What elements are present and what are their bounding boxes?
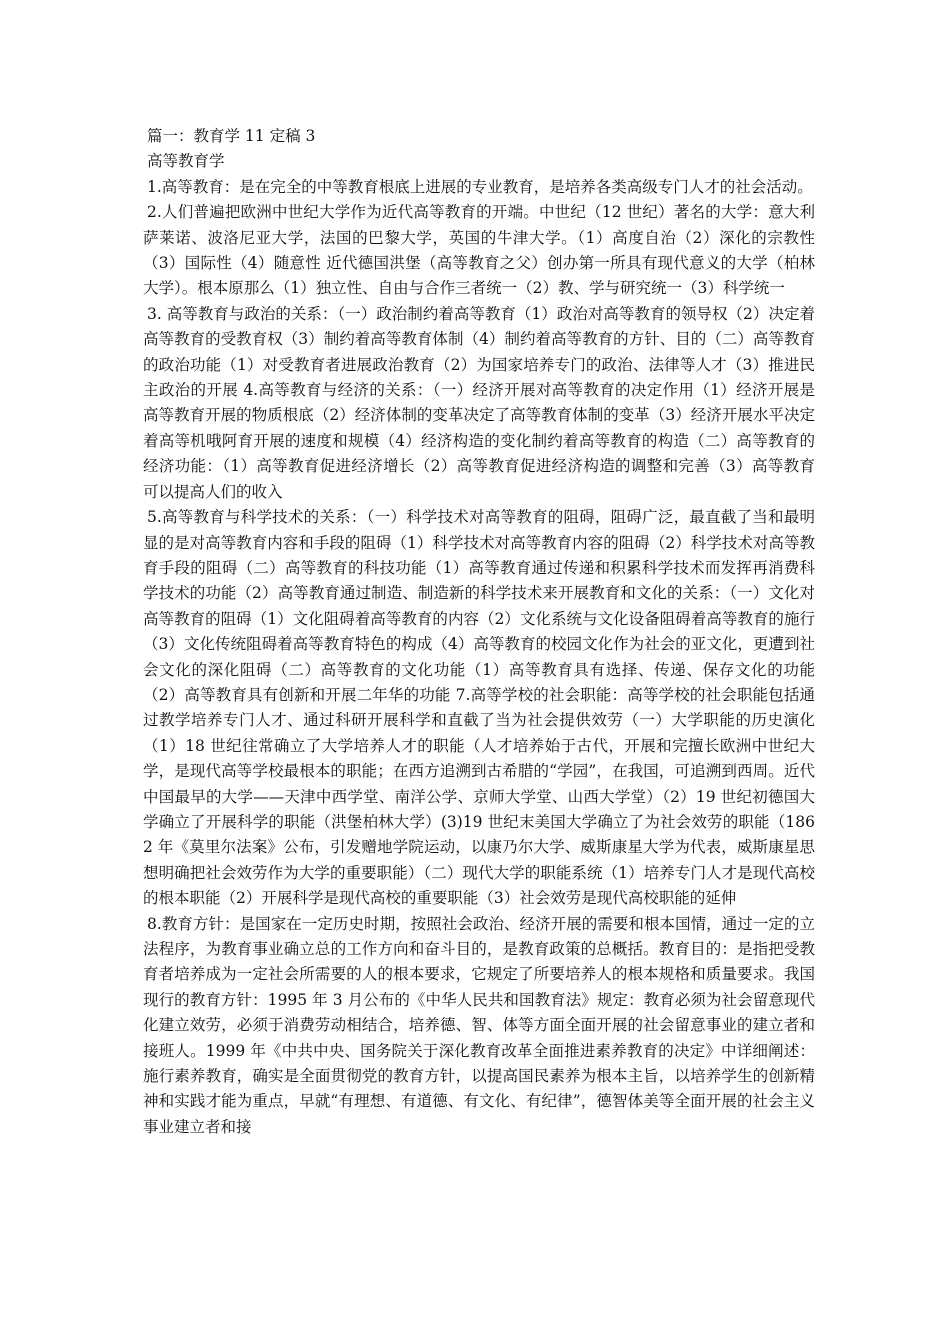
paragraph-2: 2.人们普遍把欧洲中世纪大学作为近代高等教育的开端。中世纪（12 世纪）著名的大学：意大利萨莱诺、波洛尼亚大学，法国的巴黎大学，英国的牛津大学。（1）高度自治（2）深化的宗教性（3）国际性（4）随意性 近代德国洪堡（高等教育之父）创办第一所具有现代意义的大学（柏林大学）。根本原那么（1）独立性、自由与合作三者统一（2）教、学与研究统一（3）科学统一 — [143, 203, 815, 298]
document-body — [143, 124, 815, 1140]
document-subtitle: 高等教育学 — [147, 152, 225, 171]
paragraph-8: 8.教育方针：是国家在一定历史时期，按照社会政治、经济开展的需要和根本国情，通过一定的立法程序，为教育事业确立总的工作方向和奋斗目的，是教育政策的总概括。教育目的：是指把受教育者培养成为一定社会所需要的人的根本要求，它规定了所要培养人的根本规格和质量要求。我国现行的教育方针：1995 年 3 月公布的《中华人民共和国教育法》规定：教育必须为社会留意现代化建立效劳，必须于消费劳动相结合，培养德、智、体等方面全面开展的社会留意事业的建立者和接班人。1999 年《中共中央、国务院关于深化教育改革全面推进素养教育的决定》中详细阐述：施行素养教育，确实是全面贯彻党的教育方针，以提高国民素养为根本主旨，以培养学生的创新精神和实践才能为重点，早就“有理想、有道德、有文化、有纪律”，德智体美等全面开展的社会主义事业建立者和接 — [143, 914, 815, 1136]
paragraph-1: 1.高等教育：是在完全的中等教育根底上进展的专业教育，是培养各类高级专门人才的社会活动。 — [147, 177, 813, 196]
paragraph-3: 3. 高等教育与政治的关系：（一）政治制约着高等教育（1）政治对高等教育的领导权（2）决定着高等教育的受教育权（3）制约着高等教育体制（4）制约着高等教育的方针、目的（二）高等教育的政治功能（1）对受教育者进展政治教育（2）为国家培养专门的政治、法律等人才（3）推进民主政治的开展 4.高等教育与经济的关系：（一）经济开展对高等教育的决定作用（1）经济开展是高等教育开展的物质根底（2）经济体制的变革决定了高等教育体制的变革（3）经济开展水平决定着高等机哦阿育开展的速度和规模（4）经济构造的变化制约着高等教育的构造（二）高等教育的经济功能：（1）高等教育促进经济增长（2）高等教育促进经济构造的调整和完善（3）高等教育可以提高人们的收入 — [143, 304, 815, 501]
paragraph-5: 5.高等教育与科学技术的关系：（一）科学技术对高等教育的阻碍，阻碍广泛，最直截了当和最明显的是对高等教育内容和手段的阻碍（1）科学技术对高等教育内容的阻碍（2）科学技术对高等教育手段的阻碍（二）高等教育的科技功能（1）高等教育通过传递和积累科学技术而发挥再消费科学技术的功能（2）高等教育通过制造、制造新的科学技术来开展教育和文化的关系：（一）文化对高等教育的阻碍（1）文化阻碍着高等教育的内容（2）文化系统与文化设备阻碍着高等教育的施行（3）文化传统阻碍着高等教育特色的构成（4）高等教育的校园文化作为社会的亚文化，更遭到社会文化的深化阻碍（二）高等教育的文化功能（1）高等教育具有选择、传递、保存文化的功能（2）高等教育具有创新和开展二年华的功能 7.高等学校的社会职能：高等学校的社会职能包括通过教学培养专门人才、通过科研开展科学和直截了当为社会提供效劳（一）大学职能的历史演化（1）18 世纪往常确立了大学培养人才的职能（人才培养始于古代，开展和完擅长欧洲中世纪大学，是现代高等学校最根本的职能；在西方追溯到古希腊的“学园”，在我国，可追溯到西周。近代中国最早的大学——天津中西学堂、南洋公学、京师大学堂、山西大学堂）（2）19 世纪初德国大学确立了开展科学的职能（洪堡柏林大学）(3)19 世纪末美国大学确立了为社会效劳的职能（1862 年《莫里尔法案》公布，引发赠地学院运动，以康乃尔大学、威斯康星大学为代表，威斯康星思想明确把社会效劳作为大学的重要职能）（二）现代大学的职能系统（1）培养专门人才是现代高校的根本职能（2）开展科学是现代高校的重要职能（3）社会效劳是现代高校职能的延伸 — [143, 508, 815, 908]
document-title: 篇一：教育学 11 定稿 3 — [147, 127, 316, 145]
